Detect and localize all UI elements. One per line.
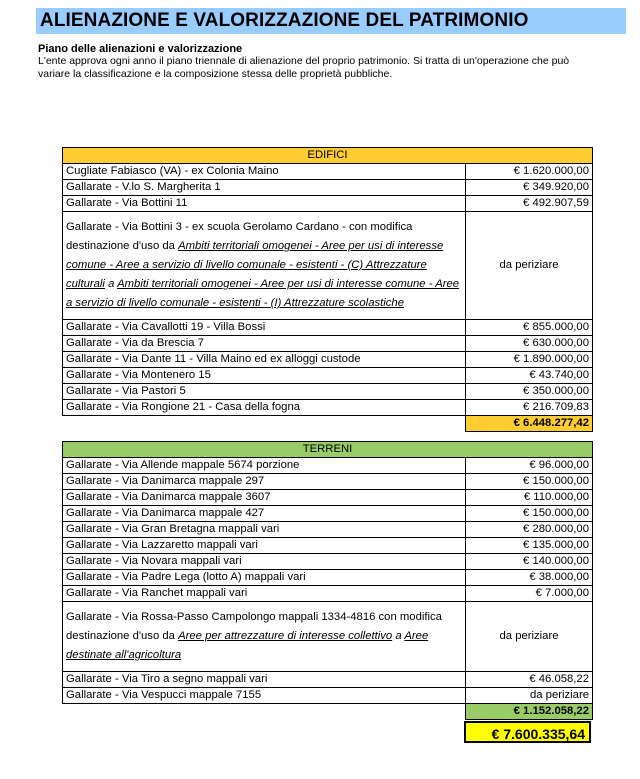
table-row <box>63 506 593 522</box>
intro-text: L'ente approva ogni anno il piano triennale di alienazione del proprio patrimonio. Si tratta di un'operazione che può variare la classificazione e la composizione stessa delle proprietà pubbliche. <box>38 55 570 80</box>
terreni-special-desc: Gallarate - Via Rossa-Passo Campolongo mappali 1334-4816 con modifica destinazione d'uso da Aree per attrezzature di interesse collettivo a Aree destinate all'agricoltura <box>63 602 466 672</box>
table-row <box>63 522 593 538</box>
row-value: € 350.000,00 <box>466 384 593 400</box>
edifici-special-desc: Gallarate - Via Bottini 3 - ex scuola Gerolamo Cardano - con modifica destinazione d'uso da Ambiti territoriali omogenei - Aree per usi di interesse comune - Aree a servizio di livello comunale - esistenti - (C) Attrezzature culturali a Ambiti territoriali omogenei - Aree per usi di interesse comune - Aree a servizio di livello comunale - esistenti - (I) Attrezzature scolastiche <box>63 212 466 320</box>
table-row <box>63 164 593 180</box>
row-description: Gallarate - Via Montenero 15 <box>63 368 466 384</box>
grand-total: € 7.600.335,64 <box>464 721 591 743</box>
row-value: € 492.907,59 <box>466 196 593 212</box>
row-description: Gallarate - Via Bottini 11 <box>63 196 466 212</box>
terreni-header: TERRENI <box>63 442 593 458</box>
row-value: € 96.000,00 <box>466 458 593 474</box>
row-value: € 140.000,00 <box>466 554 593 570</box>
row-description: Gallarate - Via da Brescia 7 <box>63 336 466 352</box>
row-description: Gallarate - Via Tiro a segno mappali vari <box>63 672 466 688</box>
table-row <box>63 688 593 704</box>
table-row <box>63 538 593 554</box>
row-description: Gallarate - Via Gran Bretagna mappali vari <box>63 522 466 538</box>
table-row <box>63 352 593 368</box>
row-value: € 135.000,00 <box>466 538 593 554</box>
terreni-table <box>62 441 593 720</box>
table-row <box>63 212 593 320</box>
row-value: € 630.000,00 <box>466 336 593 352</box>
intro-heading: Piano delle alienazioni e valorizzazione <box>38 43 243 55</box>
row-value: € 46.058,22 <box>466 672 593 688</box>
table-row <box>63 320 593 336</box>
terreni-total: € 1.152.058,22 <box>466 704 593 720</box>
table-row <box>63 490 593 506</box>
row-value: € 110.000,00 <box>466 490 593 506</box>
row-value: € 150.000,00 <box>466 474 593 490</box>
table-row <box>63 384 593 400</box>
row-description: Gallarate - Via Danimarca mappale 3607 <box>63 490 466 506</box>
row-description: Gallarate - Via Cavallotti 19 - Villa Bossi <box>63 320 466 336</box>
row-description: Gallarate - Via Rongione 21 - Casa della fogna <box>63 400 466 416</box>
row-value: € 280.000,00 <box>466 522 593 538</box>
row-value: € 7.000,00 <box>466 586 593 602</box>
table-row <box>63 458 593 474</box>
row-description: Gallarate - Via Danimarca mappale 297 <box>63 474 466 490</box>
row-value: da periziare <box>466 688 593 704</box>
row-description: Gallarate - Via Vespucci mappale 7155 <box>63 688 466 704</box>
table-row <box>63 400 593 416</box>
row-description: Gallarate - Via Novara mappali vari <box>63 554 466 570</box>
row-value: € 1.620.000,00 <box>466 164 593 180</box>
row-value: € 150.000,00 <box>466 506 593 522</box>
row-description: Gallarate - Via Padre Lega (lotto A) mappali vari <box>63 570 466 586</box>
row-description: Cugliate Fabiasco (VA) - ex Colonia Maino <box>63 164 466 180</box>
row-value: € 43.740,00 <box>466 368 593 384</box>
table-row <box>63 586 593 602</box>
row-description: Gallarate - Via Dante 11 - Villa Maino ed ex alloggi custode <box>63 352 466 368</box>
table-row <box>63 602 593 672</box>
terreni-special-value: da periziare <box>466 602 593 672</box>
row-description: Gallarate - V.lo S. Margherita 1 <box>63 180 466 196</box>
edifici-header: EDIFICI <box>63 148 593 164</box>
table-row <box>63 368 593 384</box>
page-title: ALIENAZIONE E VALORIZZAZIONE DEL PATRIMONIO <box>36 8 626 34</box>
table-row <box>63 672 593 688</box>
table-row <box>63 336 593 352</box>
edifici-total: € 6.448.277,42 <box>466 416 593 432</box>
edifici-table <box>62 147 593 432</box>
table-row <box>63 196 593 212</box>
table-row <box>63 474 593 490</box>
row-description: Gallarate - Via Ranchet mappali vari <box>63 586 466 602</box>
row-description: Gallarate - Via Lazzaretto mappali vari <box>63 538 466 554</box>
row-description: Gallarate - Via Allende mappale 5674 porzione <box>63 458 466 474</box>
table-row <box>63 554 593 570</box>
edifici-special-value: da periziare <box>466 212 593 320</box>
row-value: € 38.000,00 <box>466 570 593 586</box>
row-value: € 349.920,00 <box>466 180 593 196</box>
row-value: € 855.000,00 <box>466 320 593 336</box>
table-row <box>63 570 593 586</box>
row-description: Gallarate - Via Danimarca mappale 427 <box>63 506 466 522</box>
row-value: € 1.890.000,00 <box>466 352 593 368</box>
row-description: Gallarate - Via Pastori 5 <box>63 384 466 400</box>
table-row <box>63 180 593 196</box>
row-value: € 216.709,83 <box>466 400 593 416</box>
